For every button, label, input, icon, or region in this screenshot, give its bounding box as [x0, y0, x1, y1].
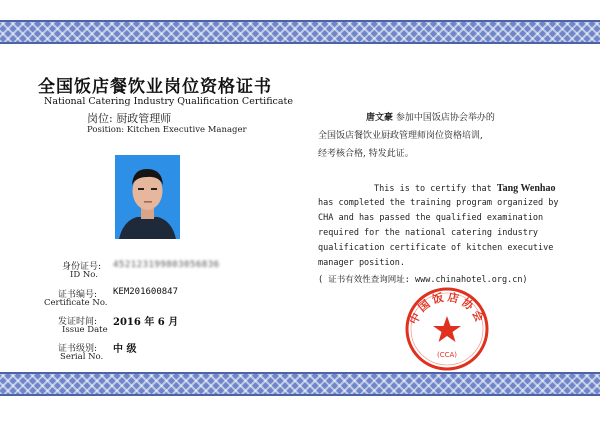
holder-name-en: Tang Wenhao — [496, 183, 556, 194]
issue-date: 2016 年 6 月 — [113, 317, 179, 328]
id-number: 452123199803056836 — [113, 260, 220, 270]
certificate-level: 中 级 — [113, 344, 137, 355]
certificate-label-en: Certificate No. — [44, 298, 108, 308]
cn-body-line-2: 全国饭店餐饮业厨政管理师岗位资格培训, — [318, 131, 483, 141]
issue-label-en: Issue Date — [62, 325, 108, 335]
cn-body-line-3: 经考核合格, 特发此证。 — [318, 149, 414, 159]
cn-body-line-1 — [366, 110, 495, 123]
decorative-border-bottom — [0, 372, 600, 396]
certificate-title-cn: 全国饭店餐饮业岗位资格证书 — [38, 77, 272, 97]
verification-url: ( 证书有效性查询网址: www.chinahotel.org.cn) — [318, 275, 528, 285]
en-body-line-5: qualification certificate of kitchen executive — [318, 243, 554, 253]
official-seal — [404, 286, 490, 372]
svg-text:中国饭店协会: 中国饭店协会 — [406, 290, 488, 327]
en-body-line-6: manager position. — [318, 258, 405, 268]
seal-abbr: (CCA) — [436, 351, 458, 359]
en-body-line-1 — [374, 183, 555, 194]
id-label-en: ID No. — [70, 270, 98, 280]
cn-body-line-1-rest: 参加中国饭店协会举办的 — [395, 113, 495, 123]
position-en: Position: Kitchen Executive Manager — [87, 125, 247, 135]
id-label-cn: 身份证号: — [62, 262, 102, 272]
en-body-line-1-prefix: This is to certify that — [374, 184, 492, 194]
issue-label-cn: 发证时间: — [58, 317, 98, 327]
certificate-number: KEM201600847 — [113, 287, 179, 297]
position-cn: 岗位: 厨政管理师 — [87, 112, 172, 125]
holder-photo — [115, 155, 180, 239]
en-body-line-3: CHA and has passed the qualified examination — [318, 213, 544, 223]
decorative-border-top — [0, 20, 600, 44]
certificate-label-cn: 证书编号: — [58, 290, 98, 300]
serial-label-en: Serial No. — [60, 352, 104, 362]
certificate-title-en: National Catering Industry Qualification Certificate — [44, 96, 293, 107]
holder-name-cn: 唐文豪 — [366, 113, 394, 123]
en-body-line-4: required for the national catering industry — [318, 228, 539, 238]
en-body-line-2: has completed the training program organized by — [318, 198, 559, 208]
serial-label-cn: 证书级别: — [58, 344, 98, 354]
